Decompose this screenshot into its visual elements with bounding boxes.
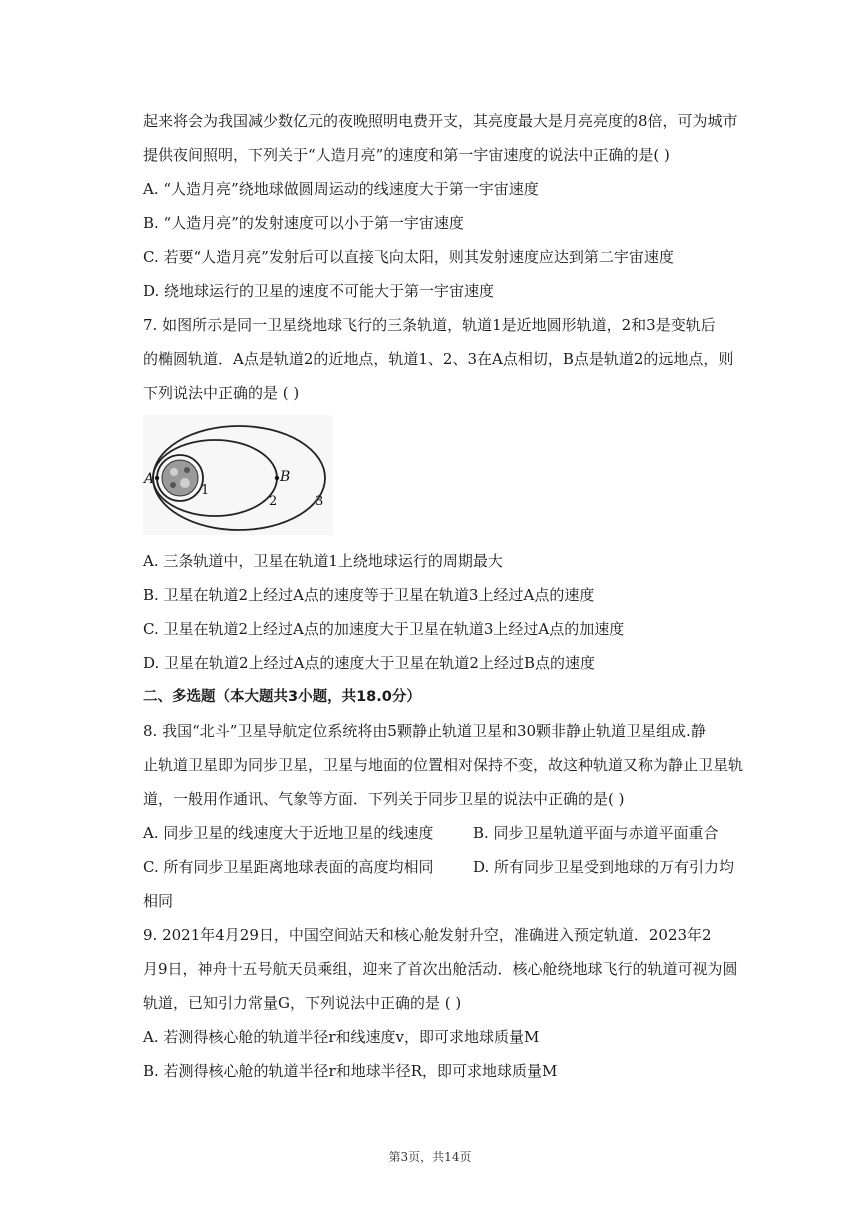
q7-stem-line-1: 7. 如图所示是同一卫星绕地球飞行的三条轨道，轨道1是近地圆形轨道，2和3是变轨后 [143,316,716,334]
q9-stem-line-3: 轨道，已知引力常量G，下列说法中正确的是 ( ) [143,994,462,1012]
earth-texture [170,482,176,488]
q6-stem-line-2: 提供夜间照明，下列关于“人造月亮”的速度和第一宇宙速度的说法中正确的是( ) [143,146,670,164]
q6-option-b: B. “人造月亮”的发射速度可以小于第一宇宙速度 [143,214,464,232]
q6-option-d: D. 绕地球运行的卫星的速度不可能大于第一宇宙速度 [143,282,495,300]
earth [162,460,198,496]
q9-option-a: A. 若测得核心舱的轨道半径r和线速度v，即可求地球质量M [143,1028,540,1046]
q8-option-d: D. 所有同步卫星受到地球的万有引力均 [473,858,735,876]
orbit-figure [143,415,333,535]
q7-option-a: A. 三条轨道中，卫星在轨道1上绕地球运行的周期最大 [143,552,503,570]
label-a: A [144,471,155,487]
q7-stem-line-3: 下列说法中正确的是 ( ) [143,384,300,402]
earth-texture [170,468,178,476]
q8-option-d-continued: 相同 [143,892,174,910]
q6-option-a: A. “人造月亮”绕地球做圆周运动的线速度大于第一宇宙速度 [143,180,539,198]
orbit-diagram [143,415,333,535]
point-b-dot [275,476,279,480]
label-orbit-1: 1 [201,483,210,498]
q8-option-c: C. 所有同步卫星距离地球表面的高度均相同 [143,858,434,876]
q8-stem-line-3: 道，一般用作通讯、气象等方面．下列关于同步卫星的说法中正确的是( ) [143,790,625,808]
earth-texture [184,467,190,473]
q7-option-b: B. 卫星在轨道2上经过A点的速度等于卫星在轨道3上经过A点的速度 [143,586,595,604]
q9-option-b: B. 若测得核心舱的轨道半径r和地球半径R，即可求地球质量M [143,1062,558,1080]
point-a-dot [155,476,159,480]
q9-stem-line-2: 月9日，神舟十五号航天员乘组，迎来了首次出舱活动．核心舱绕地球飞行的轨道可视为圆 [143,960,738,978]
q6-option-c: C. 若要“人造月亮”发射后可以直接飞向太阳，则其发射速度应达到第二宇宙速度 [143,248,674,266]
q8-option-b: B. 同步卫星轨道平面与赤道平面重合 [473,824,719,842]
q6-stem-line-1: 起来将会为我国减少数亿元的夜晚照明电费开支，其亮度最大是月亮亮度的8倍，可为城市 [143,112,738,130]
q7-option-c: C. 卫星在轨道2上经过A点的加速度大于卫星在轨道3上经过A点的加速度 [143,620,625,638]
earth-texture [180,478,190,488]
q9-stem-line-1: 9. 2021年4月29日，中国空间站天和核心舱发射升空，准确进入预定轨道．2023年2 [143,926,712,944]
label-orbit-3: 3 [315,494,324,509]
q7-stem-line-2: 的椭圆轨道．A点是轨道2的近地点，轨道1、2、3在A点相切，B点是轨道2的远地点，则 [143,350,734,368]
label-b: B [280,469,291,485]
q8-stem-line-2: 止轨道卫星即为同步卫星，卫星与地面的位置相对保持不变，故这种轨道又称为静止卫星轨 [143,756,744,774]
section-heading-multiple-choice: 二、多选题（本大题共3小题，共18.0分） [143,689,421,705]
q8-option-a: A. 同步卫星的线速度大于近地卫星的线速度 [143,824,434,842]
q7-option-d: D. 卫星在轨道2上经过A点的速度大于卫星在轨道2上经过B点的速度 [143,654,595,672]
label-orbit-2: 2 [269,494,278,509]
page-footer: 第3页，共14页 [388,1150,472,1164]
q8-stem-line-1: 8. 我国“北斗”卫星导航定位系统将由5颗静止轨道卫星和30颗非静止轨道卫星组成.静 [143,722,706,740]
